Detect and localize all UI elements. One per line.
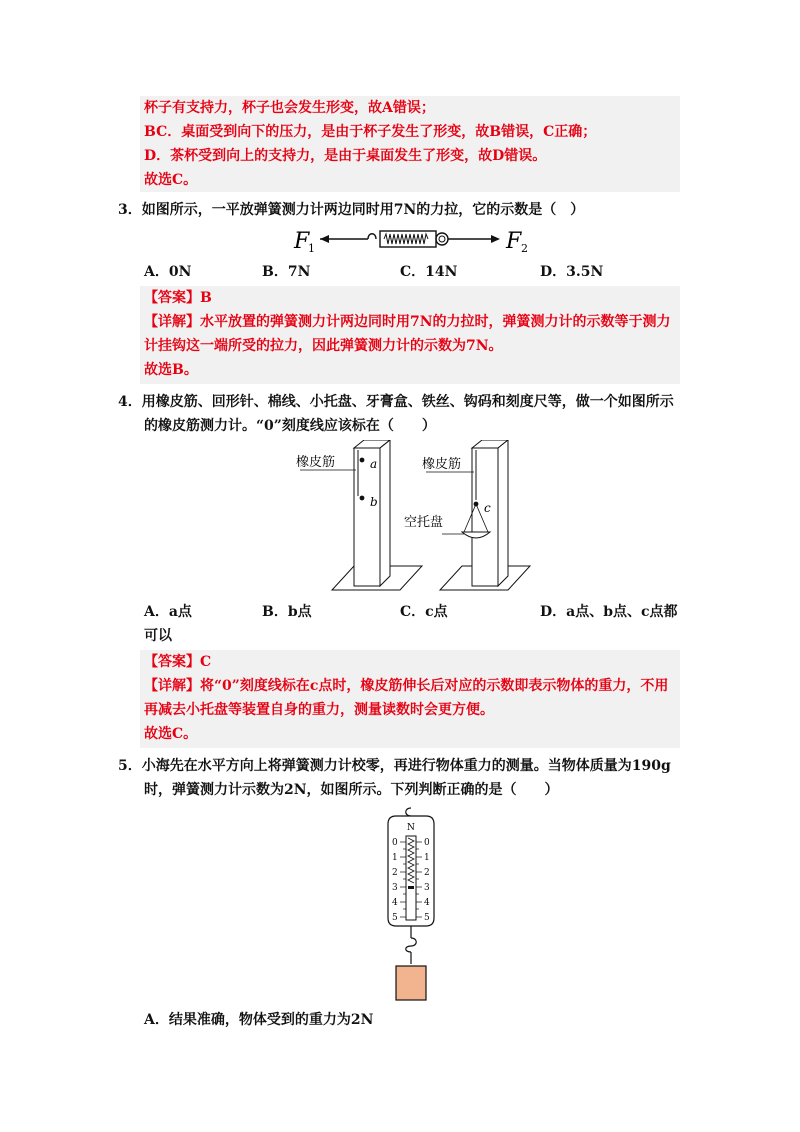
label-empty-tray: 空托盘: [404, 515, 444, 530]
q4-answer: 【答案】C: [144, 654, 212, 670]
q4-stem-line-1: 4．用橡皮筋、回形针、棉线、小托盘、牙膏盒、铁丝、钩码和刻度尺等，做一个如图所示: [118, 394, 674, 410]
q4-option-a[interactable]: A．a点: [144, 604, 192, 620]
q5-option-a[interactable]: A．结果准确，物体受到的重力为2N: [144, 1012, 374, 1028]
point-b-label: b: [370, 495, 378, 509]
q4-option-c[interactable]: C．c点: [400, 604, 448, 620]
q3-option-c[interactable]: C．14N: [400, 264, 458, 280]
q3-choose: 故选B。: [144, 362, 198, 378]
q5-stem-line-2: 时，弹簧测力计示数为2N，如图所示。下列判断正确的是（ ）: [144, 782, 559, 798]
q3-option-d[interactable]: D．3.5N: [540, 264, 604, 280]
svg-text:1: 1: [392, 853, 398, 863]
svg-text:4: 4: [392, 898, 398, 908]
svg-text:5: 5: [424, 913, 430, 923]
q4-detail-line-2: 再减去小托盘等装置自身的重力，测量读数时会更方便。: [144, 702, 494, 718]
q3-answer: 【答案】B: [144, 290, 212, 306]
label-rubber-band-left: 橡皮筋: [296, 455, 336, 470]
force-sub-f1: 1: [308, 242, 315, 255]
svg-text:4: 4: [424, 898, 430, 908]
svg-text:3: 3: [392, 883, 398, 893]
point-a-label: a: [370, 457, 378, 471]
q3-option-b[interactable]: B．7N: [262, 264, 311, 280]
q4-detail-line-1: 【详解】将“0”刻度线标在c点时，橡皮筋伸长后对应的示数即表示物体的重力，不用: [144, 678, 669, 694]
q4-option-d[interactable]: D．a点、b点、c点都: [540, 604, 678, 620]
answer-shade: [140, 650, 680, 748]
svg-text:0: 0: [392, 838, 398, 848]
q5-stem-line-1: 5．小海先在水平方向上将弹簧测力计校零，再进行物体重力的测量。当物体质量为190g: [118, 758, 671, 774]
q3-spring-scale-figure: [290, 222, 560, 258]
label-rubber-band-right: 橡皮筋: [422, 457, 462, 472]
q3-detail-line-2: 计挂钩这一端所受的拉力，因此弹簧测力计的示数为7N。: [144, 338, 503, 354]
q3-option-a[interactable]: A．0N: [144, 264, 192, 280]
prev-choose: 故选C。: [144, 172, 198, 188]
q3-stem: 3．如图所示，一平放弹簧测力计两边同时用7N的力拉，它的示数是（ ）: [118, 202, 585, 218]
svg-text:2: 2: [424, 868, 430, 878]
q3-detail-line-1: 【详解】水平放置的弹簧测力计两边同时用7N的力拉时，弹簧测力计的示数等于测力: [144, 314, 671, 330]
answer-shade: [140, 286, 680, 384]
scale-unit-n: N: [407, 823, 415, 833]
svg-text:5: 5: [392, 913, 398, 923]
force-label-f1: F: [294, 229, 310, 254]
prev-detail-line-1: 杯子有支持力，杯子也会发生形变，故A错误；: [144, 100, 435, 116]
svg-text:1: 1: [424, 853, 430, 863]
q4-choose: 故选C。: [144, 726, 198, 742]
svg-text:2: 2: [392, 868, 398, 878]
svg-text:3: 3: [424, 883, 430, 893]
force-sub-f2: 2: [521, 242, 528, 255]
prev-detail-line-2: BC．桌面受到向下的压力，是由于杯子发生了形变，故B错误，C正确；: [144, 124, 597, 140]
hanging-block: [396, 966, 426, 1000]
q4-rubber-band-figure: [292, 440, 532, 602]
force-label-f2: F: [506, 229, 522, 254]
prev-detail-line-3: D．茶杯受到向上的支持力，是由于桌面发生了形变，故D错误。: [144, 148, 547, 164]
svg-text:0: 0: [424, 838, 430, 848]
point-c-label: c: [484, 501, 491, 515]
q4-stem-line-2: 的橡皮筋测力计。“0”刻度线应该标在（ ）: [144, 418, 436, 434]
q4-option-d-cont: 可以: [144, 628, 172, 644]
q4-option-b[interactable]: B．b点: [262, 604, 312, 620]
q5-spring-scale-figure: [370, 806, 452, 1004]
